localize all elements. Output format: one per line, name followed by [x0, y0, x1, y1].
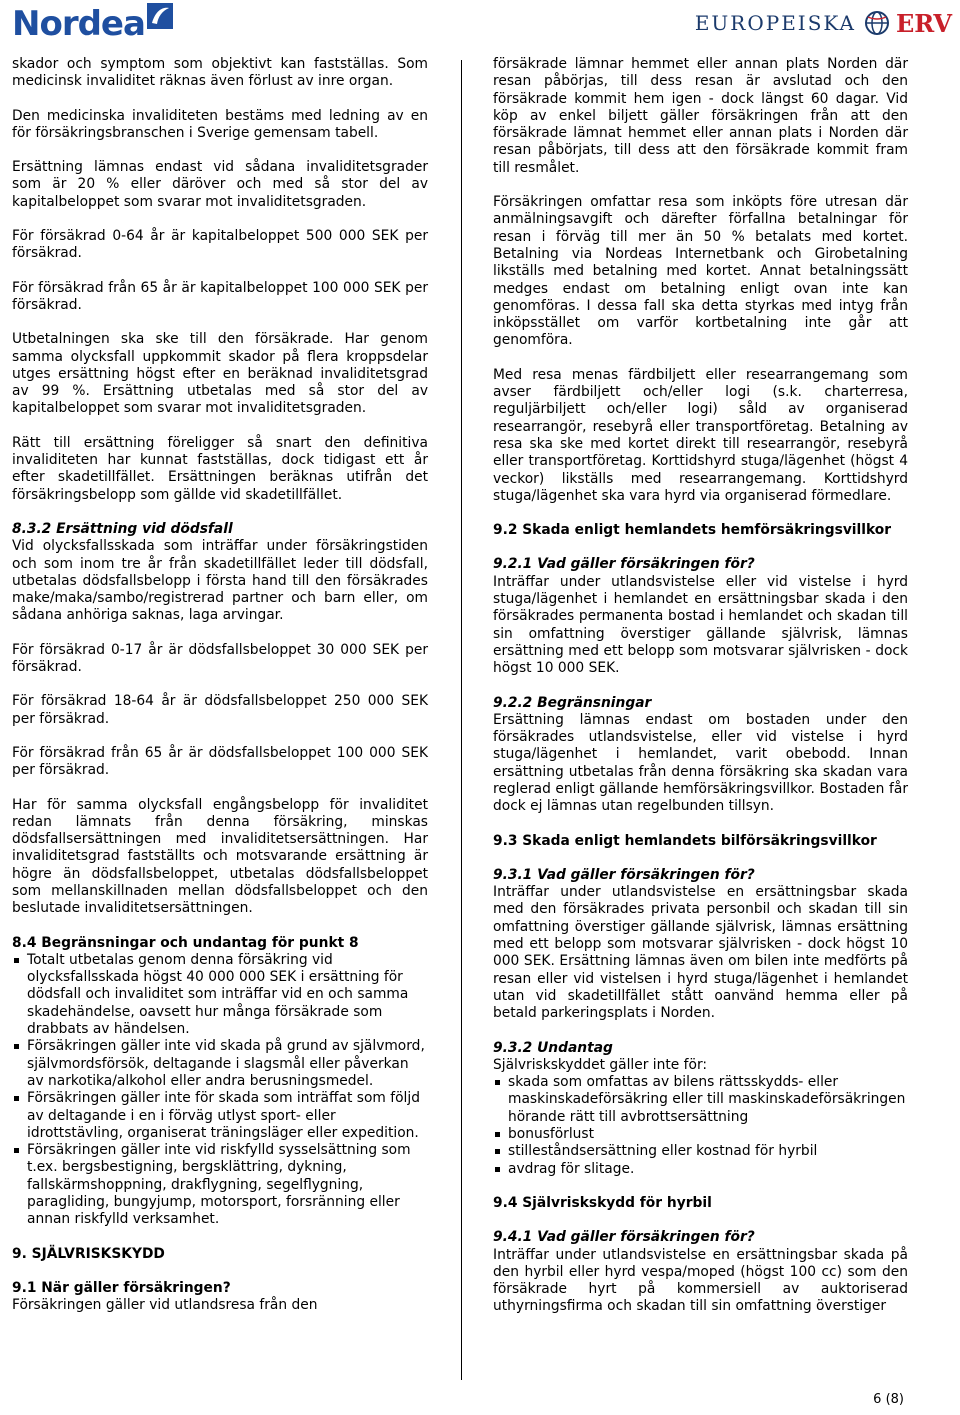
list-item: Försäkringen gäller inte vid skada på grund av självmord, självmordsförsök, deltagande i slagsmål eller påverkan av narkotika/alkohol eller andra berusningsmedel. — [12, 1038, 428, 1090]
europeiska-wordmark: EUROPEISKA — [694, 11, 856, 35]
column-divider — [461, 60, 462, 1380]
exclusions-list — [493, 1074, 908, 1178]
list-item: stilleståndsersättning eller kostnad för hyrbil — [493, 1143, 908, 1160]
paragraph: Har för samma olycksfall engångsbelopp för invaliditet redan lämnats från denna försäkring, minskas dödsfallsersättningen med invaliditetsersättningen. Har invaliditetsgrad fastställts och motsvarande ersättning är högre än dödsfallsbeloppet, utbetalas dödsfallsbeloppet som mellanskillnaden mellan dödsfallsbeloppet och den beslutade invaliditetsersättningen. — [12, 796, 428, 917]
list-item: avdrag för slitage. — [493, 1161, 908, 1178]
section-heading-91: 9.1 När gäller försäkringen? — [12, 1279, 231, 1296]
right-column — [493, 56, 908, 1316]
section-heading-92: 9.2 Skada enligt hemlandets hemförsäkringsvillkor — [493, 522, 892, 539]
paragraph: Inträffar under utlandsvistelse en ersättningsbar skada på den hyrbil eller hyrd vespa/moped (högst 100 cc) som den försäkrade hyrt på kommersiell av auktoriserad uthyrningsfirma och skadan till sin omfattning överstiger — [493, 1246, 908, 1315]
paragraph: skador och symptom som objektivt kan fastställas. Som medicinsk invaliditet räknas även förlust av inre organ. — [12, 56, 428, 90]
paragraph: För försäkrad från 65 år är kapitalbeloppet 100 000 SEK per försäkrad. — [12, 279, 428, 313]
list-item: Totalt utbetalas genom denna försäkring vid olycksfallsskada högst 40 000 000 SEK i ersättning för dödsfall och invaliditet som inträffar vid en och samma skadehändelse, oavsett hur många försäkrade som drabbats av händelsen. — [12, 952, 428, 1038]
paragraph: För försäkrad 0-64 år är kapitalbeloppet 500 000 SEK per försäkrad. — [12, 228, 428, 262]
section-heading-941: 9.4.1 Vad gäller försäkringen för? — [493, 1229, 755, 1246]
paragraph: Ersättning lämnas endast om bostaden under den försäkrades utlandsvistelse, eller vid vistelse i hyrd stuga/lägenhet i hemlandet, varit obebodd. Innan ersättning utbetalas från denna försäkring ska skadan vara reglerad enligt gällande hemförsäkringsvillkor. Bostaden får dock ej lämnas utan regelbunden tillsyn. — [493, 711, 908, 815]
section-heading-922: 9.2.2 Begränsningar — [493, 694, 652, 711]
paragraph: Den medicinska invaliditeten bestäms med ledning av en för försäkringsbranschen i Sverige gemensam tabell. — [12, 107, 428, 141]
section-heading-9: 9. SJÄLVRISKSKYDD — [12, 1245, 165, 1262]
section-heading-932: 9.3.2 Undantag — [493, 1039, 613, 1056]
paragraph: Försäkringen omfattar resa som inköpts före utresan där anmälningsavgift och därefter förfallna betalningar för resan i förväg till mer än 50 % betalats med kortet. Betalning via Nordeas Internetbank och Girobetalning likställs med betalning med kortet. Annat betalningssätt medges endast om betalning enligt ovan inte kan genomföras. I dessa fall ska detta styrkas med intyg från inköpsstället om varför kortbetalning inte går att genomföra. — [493, 194, 908, 349]
paragraph: För försäkrad 18-64 år är dödsfallsbeloppet 250 000 SEK per försäkrad. — [12, 693, 428, 727]
page-header — [0, 0, 960, 50]
section-heading-921: 9.2.1 Vad gäller försäkringen för? — [493, 556, 755, 573]
paragraph: Ersättning lämnas endast vid sådana invaliditetsgrader som är 20 % eller däröver och med så stor del av kapitalbeloppet som svarar mot invaliditetsgraden. — [12, 159, 428, 210]
erv-wordmark: ERV — [895, 8, 952, 38]
nordea-wordmark: Nordea — [12, 4, 145, 44]
page-number: 6 (8) — [873, 1392, 904, 1407]
paragraph: För försäkrad 0-17 år är dödsfallsbeloppet 30 000 SEK per försäkrad. — [12, 641, 428, 676]
list-item: skada som omfattas av bilens rättsskydds- eller maskinskadeförsäkring eller till maskinskadeförsäkringen hörande rätt till avbrottsersättning — [493, 1074, 908, 1126]
limitations-list — [12, 952, 428, 1229]
section-heading-93: 9.3 Skada enligt hemlandets bilförsäkringsvillkor — [493, 832, 877, 849]
section-heading-931: 9.3.1 Vad gäller försäkringen för? — [493, 866, 755, 883]
nordea-logo — [12, 2, 173, 46]
left-column — [12, 56, 428, 1315]
paragraph: Självriskskyddet gäller inte för: — [493, 1056, 708, 1073]
section-heading-832: 8.3.2 Ersättning vid dödsfall — [12, 520, 233, 537]
list-item: bonusförlust — [493, 1126, 908, 1143]
paragraph: Inträffar under utlandsvistelse eller vid vistelse i hyrd stuga/lägenhet i hemlandet en ersättningsbar skada i den försäkrades permanenta bostad i hemlandet och skadan till sin omfattning överstiger gällande självrisk, lämnas ersättning med ett belopp som motsvarar självrisken - dock högst 10 000 SEK. — [493, 573, 908, 677]
paragraph: Försäkringen gäller vid utlandsresa från den — [12, 1297, 318, 1314]
section-heading-84: 8.4 Begränsningar och undantag för punkt 8 — [12, 934, 359, 951]
paragraph: För försäkrad från 65 år är dödsfallsbeloppet 100 000 SEK per försäkrad. — [12, 744, 428, 779]
paragraph: Utbetalningen ska ske till den försäkrade. Har genom samma olycksfall uppkommit skador på flera kroppsdelar utges ersättning högst efter en beräknad invaliditetsgrad av 99 %. Ersättning utbetalas med så stor del av kapitalbeloppet som svarar mot invaliditetsgraden. — [12, 331, 428, 417]
paragraph: försäkrade lämnar hemmet eller annan plats Norden där resan påbörjas, till dess resan är avslutad och den försäkrade kommit hem igen - dock längst 60 dagar. Vid köp av enkel biljett gäller försäkringen från att den försäkrade lämnat hemmet eller annan plats i Norden där resan påbörjats, till dess att den försäkrade kommit fram till resmålet. — [493, 56, 908, 176]
nordea-sail-icon — [147, 3, 173, 29]
erv-globe-icon — [864, 10, 890, 36]
paragraph: Inträffar under utlandsvistelse en ersättningsbar skada med den försäkrades privata personbil och skadan till sin omfattning överstiger gällande självrisk, lämnas ersättning med ett belopp som motsvarar självrisken - dock högst 10 000 SEK. Ersättning lämnas även om bilen inte medförts på resan eller vid vistelsen i hyrd stuga/lägenhet i hemlandet utan vid skadetillfället stått oanvänd hemma eller på betald parkeringsplats i Norden. — [493, 884, 908, 1022]
paragraph: Vid olycksfallsskada som inträffar under försäkringstiden och som inom tre år från skadetillfället leder till dödsfall, utbetalas dödsfallsbelopp i första hand till den försäkrades make/maka/sambo/registrerad partner och barn eller, om sådana anhöriga saknas, laga arvingar. — [12, 538, 428, 624]
section-heading-94: 9.4 Självriskskydd för hyrbil — [493, 1194, 712, 1211]
paragraph: Med resa menas färdbiljett eller researrangemang som avser färdbiljett och/eller logi (s.k. charterresa, reguljärbiljett och/eller logi) såld av organiserad researrangör, resebyrå eller transportföretag. Betalning av resa ska ske med kortet direkt till researrangör, resebyrå eller transportföretag. Korttidshyrd stuga/lägenhet (högst 4 veckor) likställs med researrangemang. Korttidshyrd stuga/lägenhet ska vara hyrd via organiserad förmedlare. — [493, 366, 908, 504]
list-item: Försäkringen gäller inte för skada som inträffat som följd av deltagande i en i förväg utlyst sport- eller idrottstävling, organiserat träningsläger eller expedition. — [12, 1090, 428, 1142]
paragraph: Rätt till ersättning föreligger så snart den definitiva invaliditeten har kunnat fastställas, dock tidigast ett år efter skadetillfället. Ersättningen beräknas utifrån det försäkringsbelopp som gällde vid skadetillfället. — [12, 434, 428, 503]
europeiska-erv-logo — [695, 6, 952, 40]
list-item: Försäkringen gäller inte vid riskfylld sysselsättning som t.ex. bergsbestigning, bergsklättring, dykning, fallskärmshoppning, drakflygning, segelflygning, paragliding, bungyjump, motorsport, forsränning eller annan riskfylld verksamhet. — [12, 1142, 428, 1228]
